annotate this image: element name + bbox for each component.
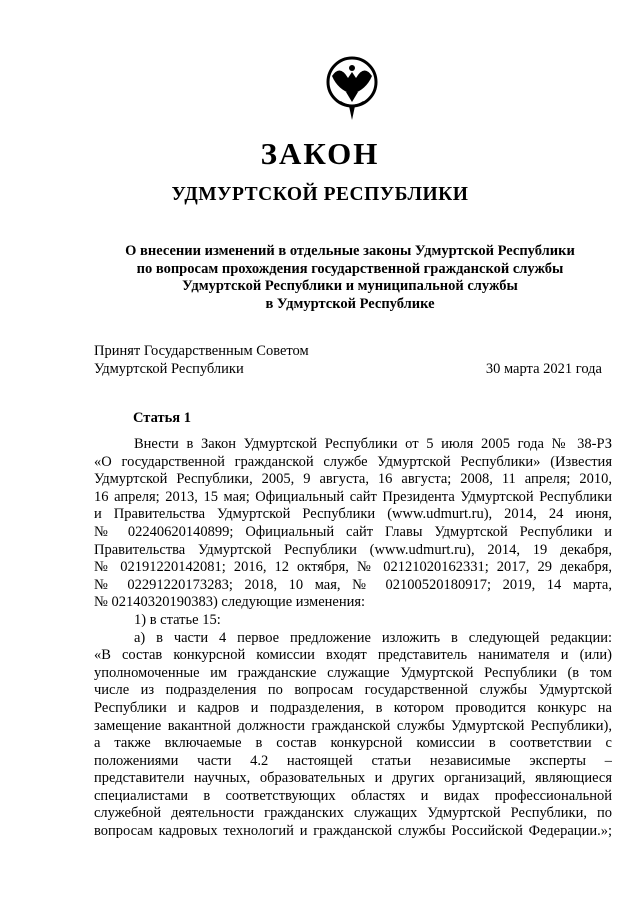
- body-line: уполномоченные им гражданские служащие Удмуртской Республики (в том: [94, 664, 612, 681]
- heading-line: О внесении изменений в отдельные законы Удмуртской Республики: [125, 243, 575, 259]
- body-line: № 02191220142081; 2016, 12 октября, № 02121020162331; 2017, 29 декабря,: [94, 559, 612, 576]
- udmurtia-coat-of-arms-icon: [326, 56, 378, 122]
- body-line: Внести в Закон Удмуртской Республики от 5 июля 2005 года № 38-РЗ: [134, 436, 612, 452]
- body-line: Правительства Удмуртской Республики (www.udmurt.ru), 2014, 19 декабря,: [94, 541, 612, 558]
- body-line: 1) в статье 15:: [134, 611, 221, 628]
- body-line: 16 апреля; 2013, 15 мая; Официальный сайт Президента Удмуртской Республики: [94, 488, 612, 505]
- law-title: ЗАКОН: [260, 136, 380, 171]
- body-line: «В состав конкурсной комиссии входят представитель нанимателя и (или): [94, 647, 612, 664]
- heading-line: по вопросам прохождения государственной гражданской службы: [136, 260, 564, 277]
- adopted-by-line: Принят Государственным Советом: [94, 343, 309, 359]
- body-line: служебной деятельности гражданских служащих Удмуртской Республики, по: [94, 805, 612, 822]
- body-line: № 02291220173283; 2018, 10 мая, № 02100520180917; 2019, 14 марта,: [94, 576, 612, 593]
- body-line: вопросам кадровых технологий и гражданской службы Российской Федерации.»;: [94, 823, 612, 840]
- body-line: представители научных, образовательных и других организаций, являющиеся: [94, 770, 612, 787]
- body-line: Республики и кадров и подразделения, в котором проводится конкурс на: [94, 699, 612, 716]
- body-line: а также включаемые в состав конкурсной комиссии в соответствии с: [94, 735, 612, 752]
- body-line: «О государственной гражданской службе Удмуртской Республики» (Известия: [94, 453, 612, 470]
- body-line: замещение вакантной должности гражданской службы Удмуртской Республики),: [94, 717, 612, 734]
- body-line: № 02140320190383) следующие изменения:: [94, 594, 366, 611]
- adoption-date: 30 марта 2021 года: [485, 360, 602, 377]
- body-line: числе из подразделения по вопросам государственной службы Удмуртской: [94, 682, 612, 699]
- heading-line: в Удмуртской Республике: [265, 295, 435, 312]
- article-title: Статья 1: [133, 410, 191, 426]
- body-line: и Правительства Удмуртской Республики (www.udmurt.ru), 2014, 24 июня,: [94, 506, 612, 523]
- body-line: а) в части 4 первое предложение изложить в следующей редакции:: [134, 629, 612, 646]
- document-heading: [90, 243, 610, 313]
- body-line: № 02240620140899; Официальный сайт Главы Удмуртской Республики и: [94, 523, 612, 540]
- article-body: [94, 436, 612, 841]
- body-line: специалистами в соответствующих областях и видах профессиональной: [94, 787, 612, 804]
- body-line: Удмуртской Республики, 2005, 9 августа, 16 августа; 2008, 11 апреля; 2010,: [94, 471, 612, 488]
- law-subtitle: УДМУРТСКОЙ РЕСПУБЛИКИ: [171, 184, 469, 205]
- adoption-block: [94, 343, 602, 378]
- body-line: положениями части 4.2 настоящей статьи независимые эксперты –: [94, 752, 612, 769]
- heading-line: Удмуртской Республики и муниципальной службы: [182, 278, 518, 294]
- adopted-by-line: Удмуртской Республики: [94, 360, 244, 377]
